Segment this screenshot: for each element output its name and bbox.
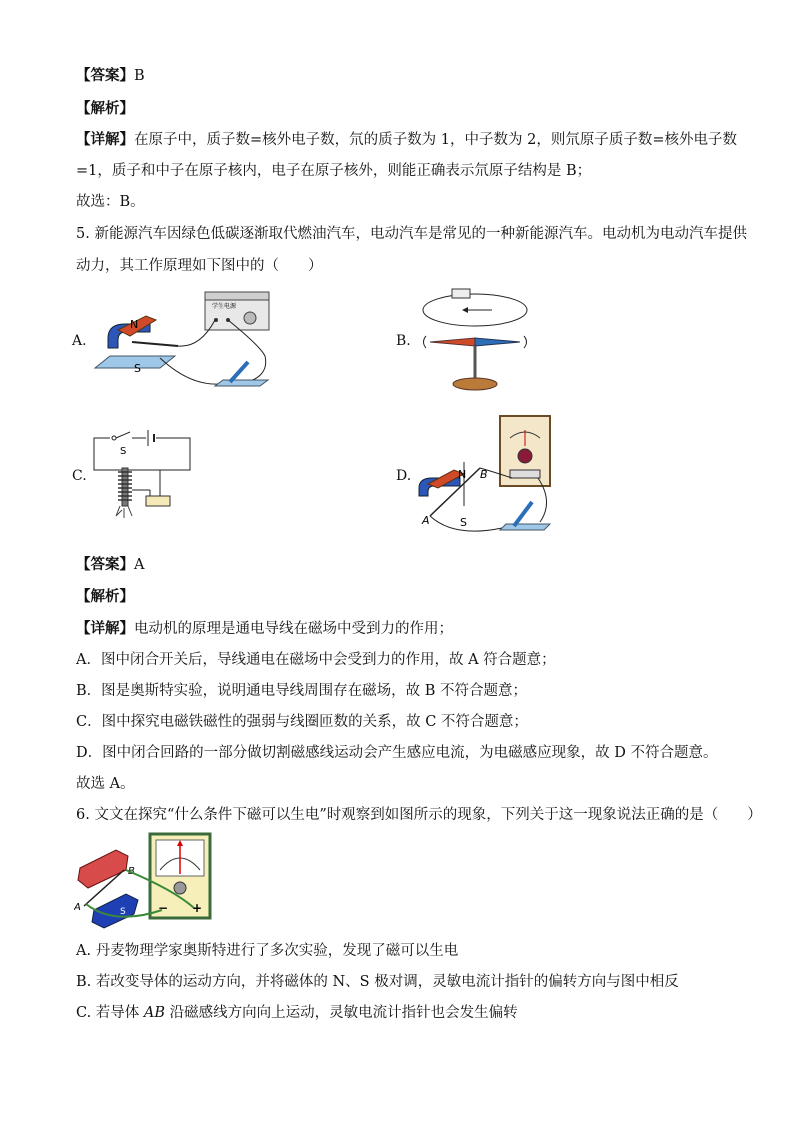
label-d-b: B: [480, 468, 488, 481]
label-d-a: A: [422, 514, 430, 527]
current-arrow-icon: [462, 307, 468, 313]
battery-icon: [452, 289, 470, 298]
q5-detail-line: [76, 619, 453, 639]
q5-detail-tag: 【详解】: [76, 620, 134, 637]
compass-base: [453, 378, 497, 390]
q5-analysis-item-d: D．图中闭合回路的一部分做切割磁感线运动会产生感应电流，为电磁感应现象，故 D 不符合题意。: [76, 745, 718, 761]
rheostat: [146, 496, 170, 506]
compass-needle-south: [475, 338, 520, 346]
rotate-arrow-left-icon: [424, 336, 427, 348]
power-supply-label: 学生电源: [212, 303, 237, 310]
q5-figure-d-induction: [414, 412, 554, 540]
q5-analysis-item-c: C．图中探究电磁铁磁性的强弱与线圈匝数的关系，故 C 不符合题意；: [76, 714, 528, 730]
q4-answer-tag: 【答案】: [76, 67, 134, 84]
switch-d-lever: [514, 502, 532, 526]
q5-stem-line1: 5. 新能源汽车因绿色低碳逐渐取代燃油汽车，电动汽车是常见的一种新能源汽车。电动机为电动汽车提供: [76, 226, 747, 242]
magnet-red-n: [78, 850, 128, 888]
q4-conclusion: 故选：B。: [76, 194, 145, 210]
switch-lever: [230, 362, 248, 382]
conductor-rod: [132, 342, 178, 346]
circuit-wire: [94, 438, 190, 470]
q5-analysis-item-a: A．图中闭合开关后，导线通电在磁场中会受到力的作用，故 A 符合题意；: [76, 652, 556, 668]
q5-figure-c-electromagnet: [88, 424, 198, 524]
q6-stem: 6. 文文在探究“什么条件下磁可以生电”时观察到如图所示的现象，下列关于这一现象说法正确的是（ ）: [76, 807, 762, 823]
q4-answer-line: [76, 66, 145, 86]
q6-option-c: [76, 1003, 518, 1023]
q5-figure-a-motor: [90, 286, 280, 398]
q5-analysis-item-b: B．图是奥斯特实验，说明通电导线周围存在磁场，故 B 不符合题意；: [76, 683, 528, 699]
q4-answer: B: [134, 68, 145, 84]
compass-needle-north: [430, 338, 475, 346]
q5-conclusion: 故选 A。: [76, 776, 135, 792]
q5-answer: A: [134, 557, 145, 573]
q5-answer-line: [76, 555, 144, 575]
q4-analysis-tag: 【解析】: [76, 100, 134, 117]
q5-answer-tag: 【答案】: [76, 556, 134, 573]
q6-option-a: A. 丹麦物理学家奥斯特进行了多次实验，发现了磁可以生电: [76, 943, 459, 959]
q6-option-c-prefix: C. 若导体: [76, 1005, 144, 1021]
q5-stem-line2: 动力，其工作原理如下图中的（ ）: [76, 258, 323, 274]
label-n: N: [130, 318, 139, 331]
q5-option-c-label: C.: [72, 468, 87, 484]
q5-option-d-label: D.: [396, 468, 412, 484]
iron-filings: [116, 506, 132, 518]
q6-figure: [74, 830, 214, 930]
q6-option-c-suffix: 沿磁感线方向向上运动，灵敏电流计指针也会发生偏转: [165, 1005, 518, 1021]
q4-detail-line1: [76, 130, 737, 150]
q4-detail-line2: =1，质子和中子在原子核内，电子在原子核外，则能正确表示氘原子结构是 B；: [76, 163, 592, 179]
q5-analysis-tag: 【解析】: [76, 588, 134, 605]
terminal-plus: +: [192, 901, 203, 915]
switch-d-base: [500, 524, 550, 530]
q6-option-c-ab: AB: [143, 1005, 166, 1021]
switch-label-s: S: [120, 446, 127, 457]
q5-figure-b-oersted: [420, 286, 530, 396]
label-d-n: N: [458, 468, 467, 481]
terminal-minus: −: [158, 901, 169, 915]
q4-detail-tag: 【详解】: [76, 131, 134, 148]
q5-option-b-label: B.: [396, 333, 411, 349]
label-q6-a: A: [74, 902, 81, 913]
rotate-arrow-right-icon: [524, 336, 527, 348]
q6-option-b: B. 若改变导体的运动方向，并将磁体的 N、S 极对调，灵敏电流计指针的偏转方向与图中相反: [76, 974, 679, 990]
q5-option-a-label: A.: [72, 333, 87, 349]
switch-contact: [112, 436, 116, 440]
switch-base: [215, 380, 268, 386]
label-d-s: S: [460, 516, 467, 529]
label-q6-b: B: [128, 866, 135, 877]
label-q6-s: S: [120, 907, 126, 917]
power-knob-icon: [244, 312, 256, 324]
q5-detail-text: 电动机的原理是通电导线在磁场中受到力的作用；: [134, 621, 453, 637]
label-s: S: [134, 362, 141, 375]
q4-detail-text1: 在原子中，质子数=核外电子数，氘的质子数为 1，中子数为 2，则氘原子质子数=核外电子数: [134, 132, 737, 148]
